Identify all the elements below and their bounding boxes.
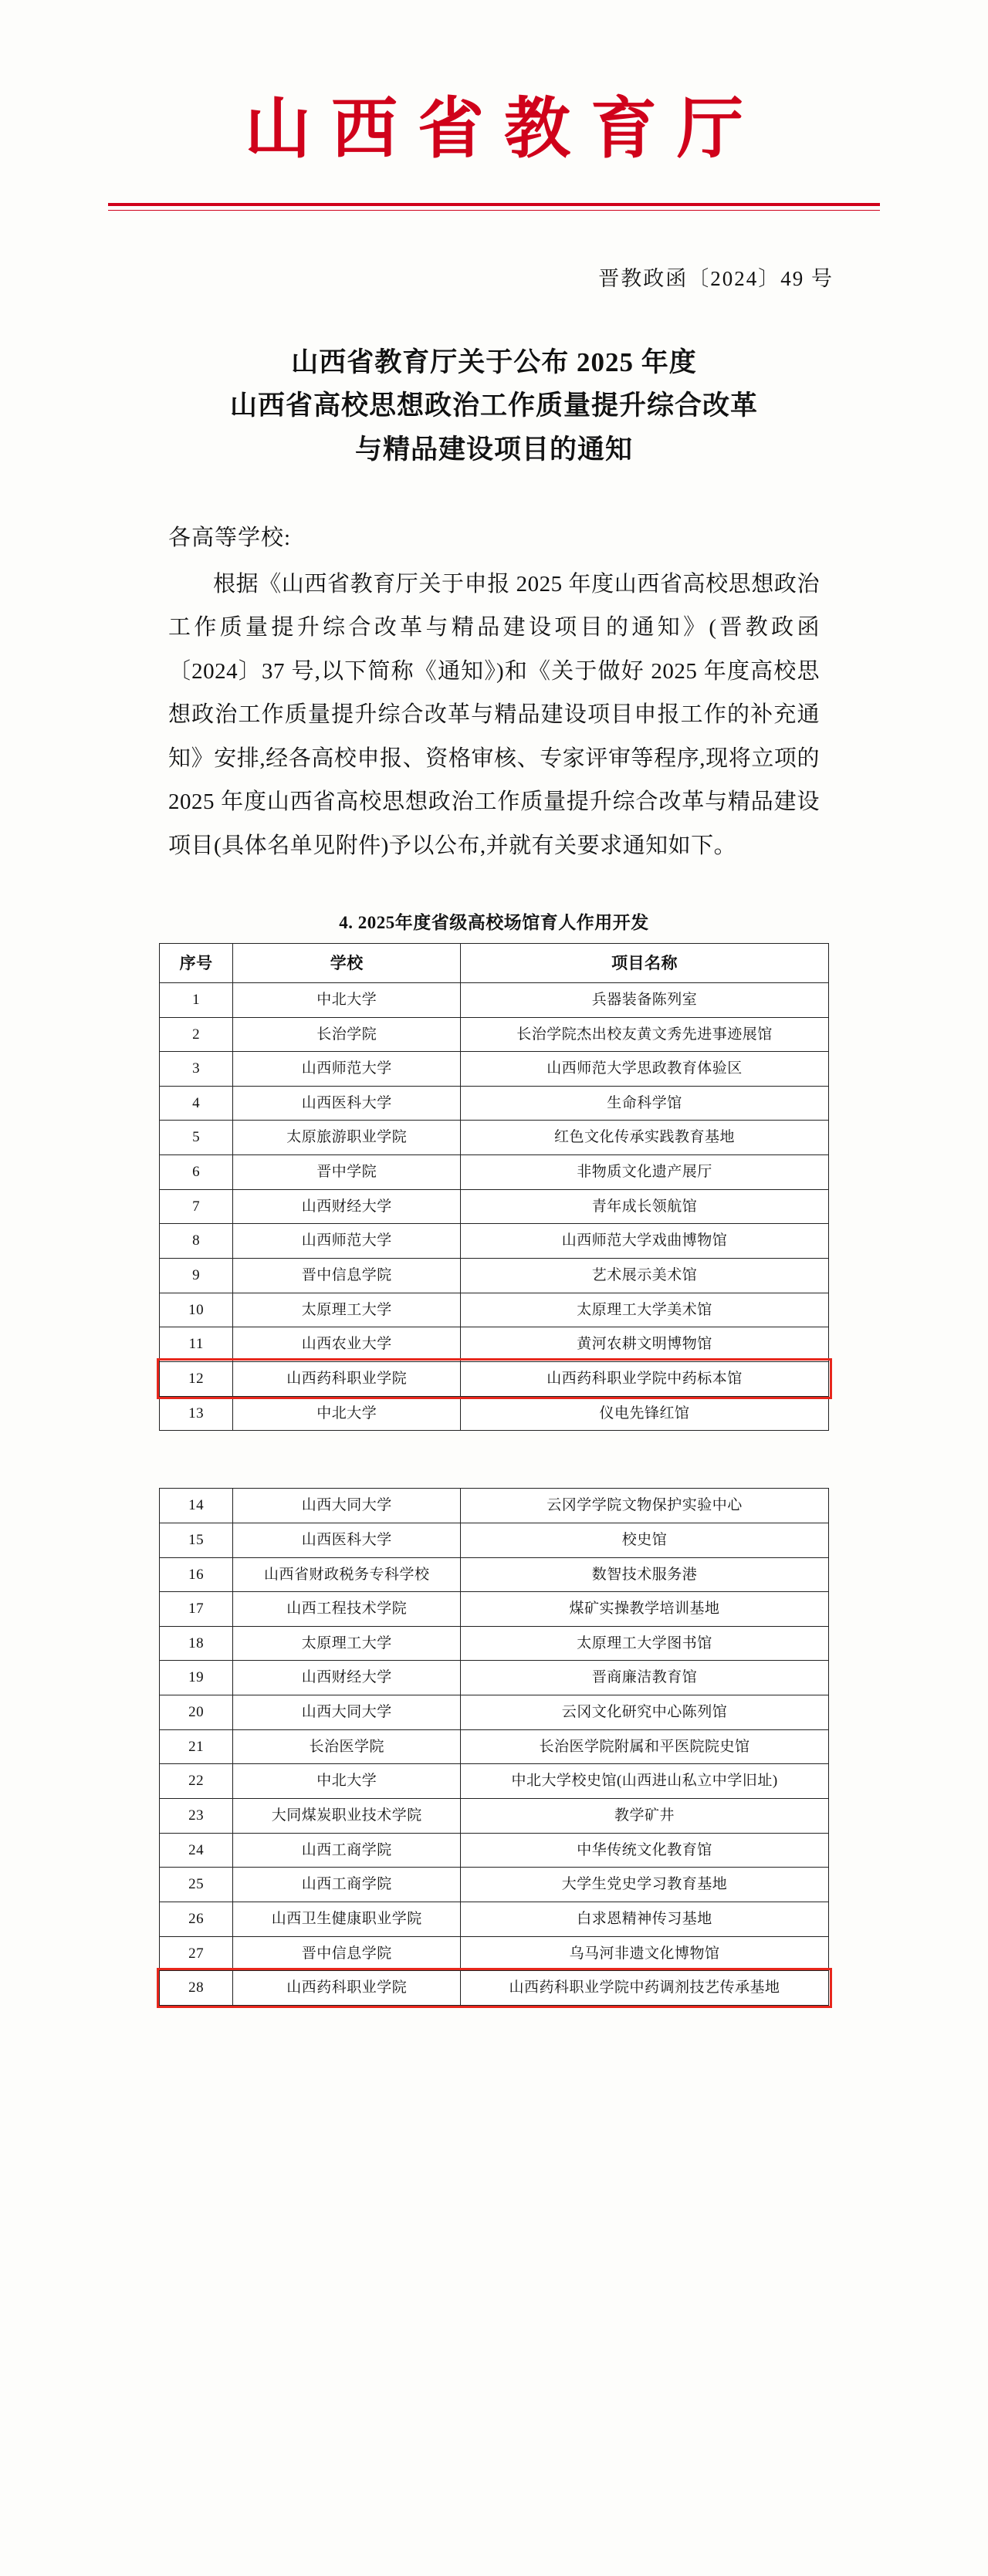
table-row: [160, 1557, 829, 1592]
cell-no: 9: [160, 1259, 233, 1293]
cell-project: 兵器装备陈列室: [461, 982, 829, 1017]
cell-school: 山西省财政税务专科学校: [233, 1557, 461, 1592]
cell-project: 太原理工大学图书馆: [461, 1626, 829, 1661]
table-row: [160, 1224, 829, 1259]
cell-project: 长治学院杰出校友黄文秀先进事迹展馆: [461, 1017, 829, 1052]
cell-no: 12: [160, 1361, 233, 1396]
cell-project: 中北大学校史馆(山西进山私立中学旧址): [461, 1764, 829, 1799]
table-row: [160, 982, 829, 1017]
cell-no: 24: [160, 1833, 233, 1868]
column-header-school: 学校: [233, 943, 461, 982]
table-row: [160, 1259, 829, 1293]
cell-no: 2: [160, 1017, 233, 1052]
cell-school: 山西医科大学: [233, 1086, 461, 1121]
cell-school: 晋中信息学院: [233, 1936, 461, 1971]
cell-no: 4: [160, 1086, 233, 1121]
cell-project: 艺术展示美术馆: [461, 1259, 829, 1293]
cell-no: 27: [160, 1936, 233, 1971]
cell-school: 太原理工大学: [233, 1293, 461, 1327]
cell-no: 26: [160, 1902, 233, 1936]
table-row: [160, 1155, 829, 1190]
document-body: [108, 517, 880, 868]
cell-no: 1: [160, 982, 233, 1017]
issuing-organization-title: 山西省教育厅: [245, 92, 763, 166]
cell-no: 16: [160, 1557, 233, 1592]
cell-no: 3: [160, 1052, 233, 1087]
cell-project: 大学生党史学习教育基地: [461, 1868, 829, 1902]
cell-school: 山西工程技术学院: [233, 1592, 461, 1627]
cell-school: 山西卫生健康职业学院: [233, 1902, 461, 1936]
cell-project: 山西师范大学思政教育体验区: [461, 1052, 829, 1087]
table-row: [160, 1592, 829, 1627]
cell-project: 生命科学馆: [461, 1086, 829, 1121]
table-row: [160, 1523, 829, 1557]
table-body-part-2: [160, 1489, 829, 2006]
table-row: [160, 1764, 829, 1799]
cell-no: 5: [160, 1121, 233, 1155]
cell-project: 仪电先锋红馆: [461, 1396, 829, 1431]
column-header-project: 项目名称: [461, 943, 829, 982]
table-body-part-1: [160, 982, 829, 1430]
cell-school: 晋中学院: [233, 1155, 461, 1190]
cell-no: 17: [160, 1592, 233, 1627]
cell-school: 山西药科职业学院: [233, 1971, 461, 2006]
cell-school: 晋中信息学院: [233, 1259, 461, 1293]
table-row: [160, 1489, 829, 1523]
table-row: [160, 1361, 829, 1396]
cell-project: 红色文化传承实践教育基地: [461, 1121, 829, 1155]
document-number: 晋教政函〔2024〕49 号: [598, 266, 834, 290]
table-row: [160, 1626, 829, 1661]
cell-project: 云冈文化研究中心陈列馆: [461, 1695, 829, 1730]
cell-school: 山西财经大学: [233, 1661, 461, 1695]
masthead: [0, 0, 988, 211]
cell-project: 校史馆: [461, 1523, 829, 1557]
cell-school: 大同煤炭职业技术学院: [233, 1799, 461, 1834]
table-row: [160, 1086, 829, 1121]
cell-school: 山西医科大学: [233, 1523, 461, 1557]
cell-school: 山西工商学院: [233, 1868, 461, 1902]
cell-no: 21: [160, 1729, 233, 1764]
cell-project: 白求恩精神传习基地: [461, 1902, 829, 1936]
cell-project: 晋商廉洁教育馆: [461, 1661, 829, 1695]
page-title-line-1: 山西省教育厅关于公布 2025 年度: [291, 347, 697, 377]
project-table-part-2: [159, 1488, 829, 2006]
table-header-row: [160, 943, 829, 982]
cell-project: 太原理工大学美术馆: [461, 1293, 829, 1327]
cell-school: 山西农业大学: [233, 1327, 461, 1362]
cell-no: 19: [160, 1661, 233, 1695]
cell-school: 长治医学院: [233, 1729, 461, 1764]
cell-no: 25: [160, 1868, 233, 1902]
cell-project: 黄河农耕文明博物馆: [461, 1327, 829, 1362]
cell-project: 教学矿井: [461, 1799, 829, 1834]
table-row: [160, 1695, 829, 1730]
table-row: [160, 1327, 829, 1362]
masthead-rule-thick: [108, 203, 880, 206]
cell-project: 非物质文化遗产展厅: [461, 1155, 829, 1190]
table-row: [160, 1017, 829, 1052]
cell-school: 山西大同大学: [233, 1695, 461, 1730]
cell-no: 6: [160, 1155, 233, 1190]
table-row: [160, 1868, 829, 1902]
cell-project: 青年成长领航馆: [461, 1189, 829, 1224]
table-row: [160, 1902, 829, 1936]
cell-project: 长治医学院附属和平医院院史馆: [461, 1729, 829, 1764]
page-title-line-3: 与精品建设项目的通知: [354, 434, 633, 465]
masthead-rule-thin: [108, 210, 880, 211]
cell-school: 太原旅游职业学院: [233, 1121, 461, 1155]
table-row: [160, 1661, 829, 1695]
cell-no: 11: [160, 1327, 233, 1362]
cell-no: 8: [160, 1224, 233, 1259]
cell-school: 山西财经大学: [233, 1189, 461, 1224]
table-row: [160, 1971, 829, 2006]
table-section-part-1: [108, 908, 880, 1432]
table-row: [160, 1833, 829, 1868]
page-title-line-2: 山西省高校思想政治工作质量提升综合改革: [229, 390, 758, 421]
cell-no: 15: [160, 1523, 233, 1557]
cell-school: 山西工商学院: [233, 1833, 461, 1868]
cell-project: 山西师范大学戏曲博物馆: [461, 1224, 829, 1259]
table-section-part-2: [108, 1488, 880, 2006]
cell-project: 山西药科职业学院中药标本馆: [461, 1361, 829, 1396]
cell-project: 中华传统文化教育馆: [461, 1833, 829, 1868]
table-row: [160, 1799, 829, 1834]
cell-school: 中北大学: [233, 982, 461, 1017]
cell-no: 10: [160, 1293, 233, 1327]
salutation: 各高等学校:: [168, 525, 292, 550]
cell-project: 煤矿实操教学培训基地: [461, 1592, 829, 1627]
cell-school: 长治学院: [233, 1017, 461, 1052]
cell-project: 云冈学学院文物保护实验中心: [461, 1489, 829, 1523]
body-paragraph: 根据《山西省教育厅关于申报 2025 年度山西省高校思想政治工作质量提升综合改革与精品建设项目的通知》(晋教政函〔2024〕37 号,以下简称《通知》)和《关于做好 2025 年度高校思想政治工作质量提升综合改革与精品建设项目申报工作的补充通知》安排,经各高校申报、资格审核、专家评审等程序,现将立项的 2025 年度山西省高校思想政治工作质量提升综合改革与精品建设项目(具体名单见附件)予以公布,并就有关要求通知如下。: [168, 571, 820, 859]
table-row: [160, 1052, 829, 1087]
cell-no: 13: [160, 1396, 233, 1431]
table-row: [160, 1293, 829, 1327]
cell-school: 山西大同大学: [233, 1489, 461, 1523]
cell-school: 中北大学: [233, 1764, 461, 1799]
cell-no: 7: [160, 1189, 233, 1224]
table-row: [160, 1396, 829, 1431]
table-row: [160, 1121, 829, 1155]
cell-no: 23: [160, 1799, 233, 1834]
cell-no: 22: [160, 1764, 233, 1799]
cell-project: 乌马河非遗文化博物馆: [461, 1936, 829, 1971]
cell-school: 山西药科职业学院: [233, 1361, 461, 1396]
cell-school: 中北大学: [233, 1396, 461, 1431]
cell-no: 28: [160, 1971, 233, 2006]
cell-school: 山西师范大学: [233, 1052, 461, 1087]
page-gap: [0, 1431, 988, 1488]
table-row: [160, 1189, 829, 1224]
table-row: [160, 1729, 829, 1764]
cell-project: 山西药科职业学院中药调剂技艺传承基地: [461, 1971, 829, 2006]
cell-school: 太原理工大学: [233, 1626, 461, 1661]
table-caption: 4. 2025年度省级高校场馆育人作用开发: [339, 912, 649, 932]
cell-no: 14: [160, 1489, 233, 1523]
cell-school: 山西师范大学: [233, 1224, 461, 1259]
project-table-part-1: [159, 943, 829, 1432]
table-row: [160, 1936, 829, 1971]
cell-no: 18: [160, 1626, 233, 1661]
page-title: [147, 341, 841, 472]
cell-project: 数智技术服务港: [461, 1557, 829, 1592]
document-number-row: [108, 262, 880, 292]
cell-no: 20: [160, 1695, 233, 1730]
column-header-no: 序号: [160, 943, 233, 982]
